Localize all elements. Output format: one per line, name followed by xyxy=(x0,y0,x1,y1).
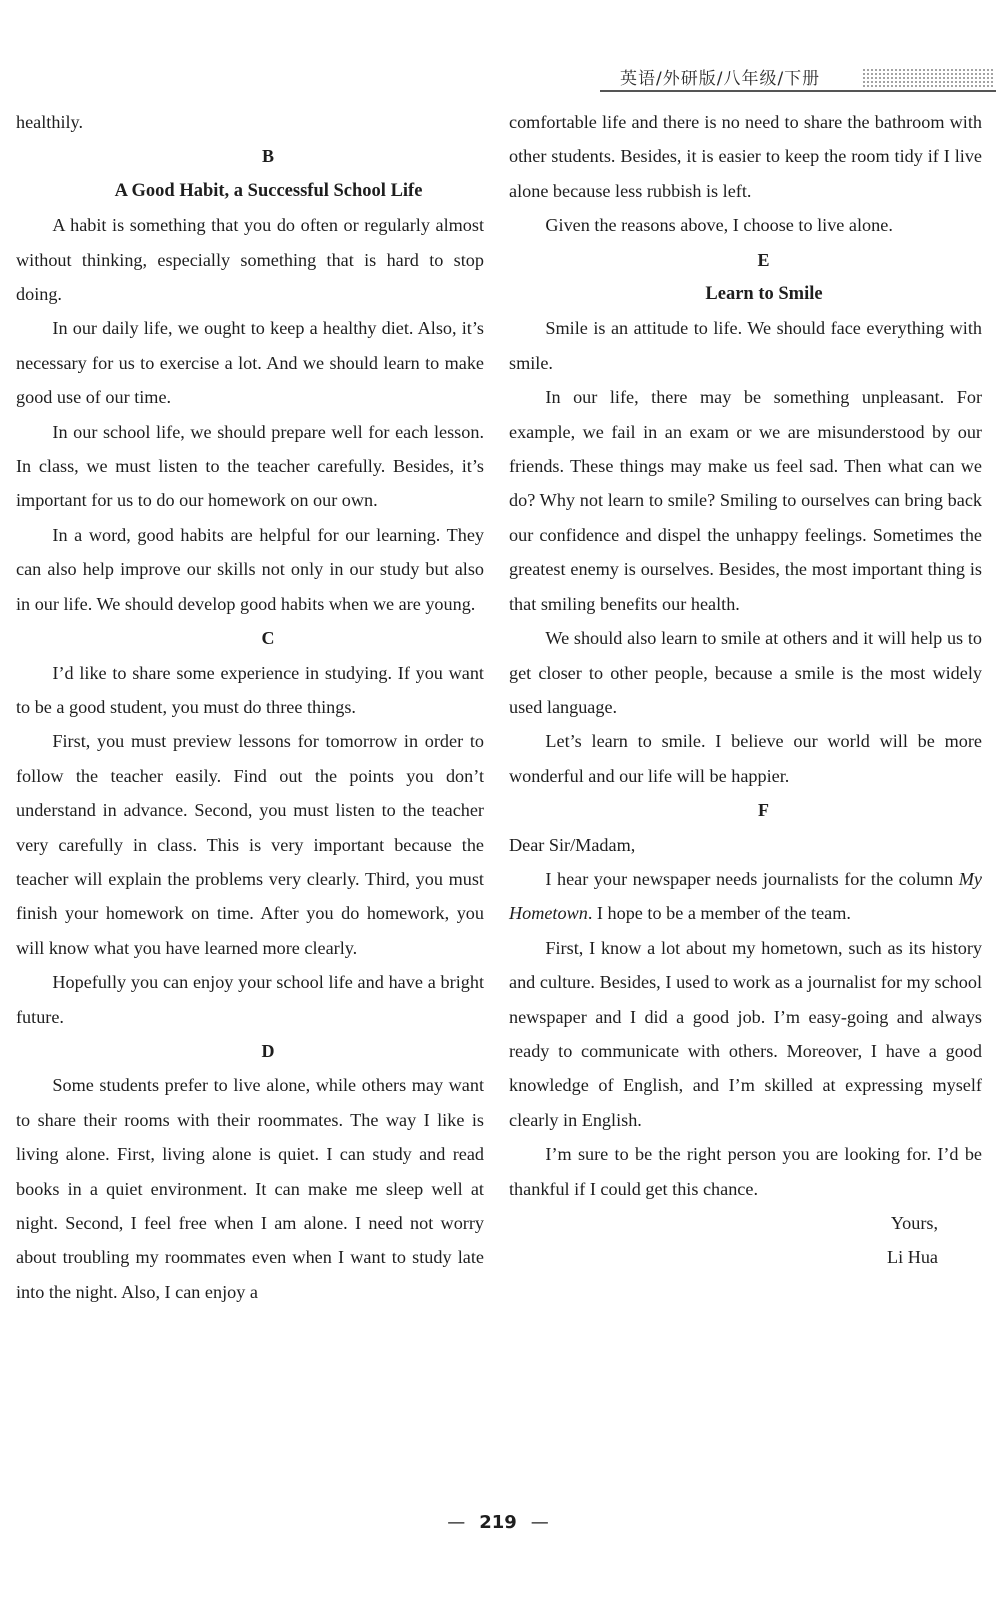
paragraph: In our life, there may be something unpleasant. For example, we fail in an exam or we are misunderstood by our friends. These things may make us feel sad. Then what can we do? Why not learn to smile? Smiling to ourselves can bring back our confidence and dispel the unhappy feelings. Sometimes the greatest enemy is ourselves. Besides, the most important thing is that smiling benefits our health. xyxy=(509,387,982,614)
page-number: 219 xyxy=(479,1512,517,1533)
paragraph: In a word, good habits are helpful for our learning. They can also help improve our skills not only in our study but also in our life. We should develop good habits when we are young. xyxy=(16,524,484,614)
paragraph-continued: comfortable life and there is no need to share the bathroom with other students. Besides, it is easier to keep the room tidy if I live alone because less rubbish is left. xyxy=(509,112,982,201)
letter-greeting: Dear Sir/Madam, xyxy=(509,834,636,855)
page-number-footer: — 219 — xyxy=(447,1512,549,1533)
paragraph: I’m sure to be the right person you are looking for. I’d be thankful if I could get this chance. xyxy=(509,1144,982,1199)
section-b-title: A Good Habit, a Successful School Life xyxy=(114,180,423,201)
paragraph: First, you must preview lessons for tomorrow in order to follow the teacher easily. Find out the points you don’t understand in advance. Second, you must listen to the teacher very carefully in class. This is very important because the teacher will explain the problems very clearly. Third, you must finish your homework on time. After you do homework, you will know what you have learned more clearly. xyxy=(16,731,484,958)
paragraph: I’d like to share some experience in studying. If you want to be a good student, you must do three things. xyxy=(16,662,484,717)
section-e-label: E xyxy=(757,249,770,270)
column-name: My Hometown xyxy=(509,868,982,924)
right-column xyxy=(509,105,982,1275)
letter-signature: Li Hua xyxy=(886,1247,938,1268)
letter-closing: Yours, xyxy=(890,1213,938,1233)
paragraph: Hopefully you can enjoy your school life and have a bright future. xyxy=(16,972,484,1027)
paragraph: A habit is something that you do often or regularly almost without thinking, especially something that is hard to stop doing. xyxy=(16,215,484,305)
book-title: 英语/外研版/八年级/下册 xyxy=(620,69,821,89)
text-run: . I hope to be a member of the team. xyxy=(587,903,851,924)
paragraph xyxy=(509,862,982,931)
section-d-label: D xyxy=(261,1040,275,1061)
header-rule xyxy=(600,90,996,92)
left-column xyxy=(16,105,484,1309)
section-f-label: F xyxy=(758,800,769,821)
paragraph: Let’s learn to smile. I believe our world will be more wonderful and our life will be happier. xyxy=(509,731,982,786)
paragraph: Given the reasons above, I choose to live alone. xyxy=(545,215,893,236)
paragraph: In our school life, we should prepare well for each lesson. In class, we must listen to the teacher carefully. Besides, it’s important for us to do our homework on our own. xyxy=(16,421,484,511)
section-b-label: B xyxy=(261,146,274,167)
page-header xyxy=(600,60,996,94)
text-run: I hear your newspaper needs journalists for the column xyxy=(545,868,959,889)
paragraph: We should also learn to smile at others and it will help us to get closer to other people, because a smile is the most widely used language. xyxy=(509,628,982,717)
fragment-text: healthily. xyxy=(16,112,84,132)
paragraph: First, I know a lot about my hometown, such as its history and culture. Besides, I used to work as a journalist for my school newspaper and I did a good job. I’m easy-going and always ready to communicate with others. Moreover, I have a good knowledge of English, and I’m skilled at expressing myself clearly in English. xyxy=(509,937,982,1130)
paragraph: In our daily life, we ought to keep a healthy diet. Also, it’s necessary for us to exercise a lot. And we should learn to make good use of our time. xyxy=(16,318,484,408)
paragraph: Smile is an attitude to life. We should face everything with smile. xyxy=(509,318,982,373)
section-e-title: Learn to Smile xyxy=(705,284,823,305)
section-c-label: C xyxy=(261,628,275,649)
header-dot-pattern xyxy=(862,68,994,88)
paragraph: Some students prefer to live alone, while others may want to share their rooms with their roommates. The way I like is living alone. First, living alone is quiet. I can study and read books in a quiet environment. It can make me sleep well at night. Second, I feel free when I am alone. I need not worry about troubling my roommates even when I want to study late into the night. Also, I can enjoy a xyxy=(16,1075,484,1302)
